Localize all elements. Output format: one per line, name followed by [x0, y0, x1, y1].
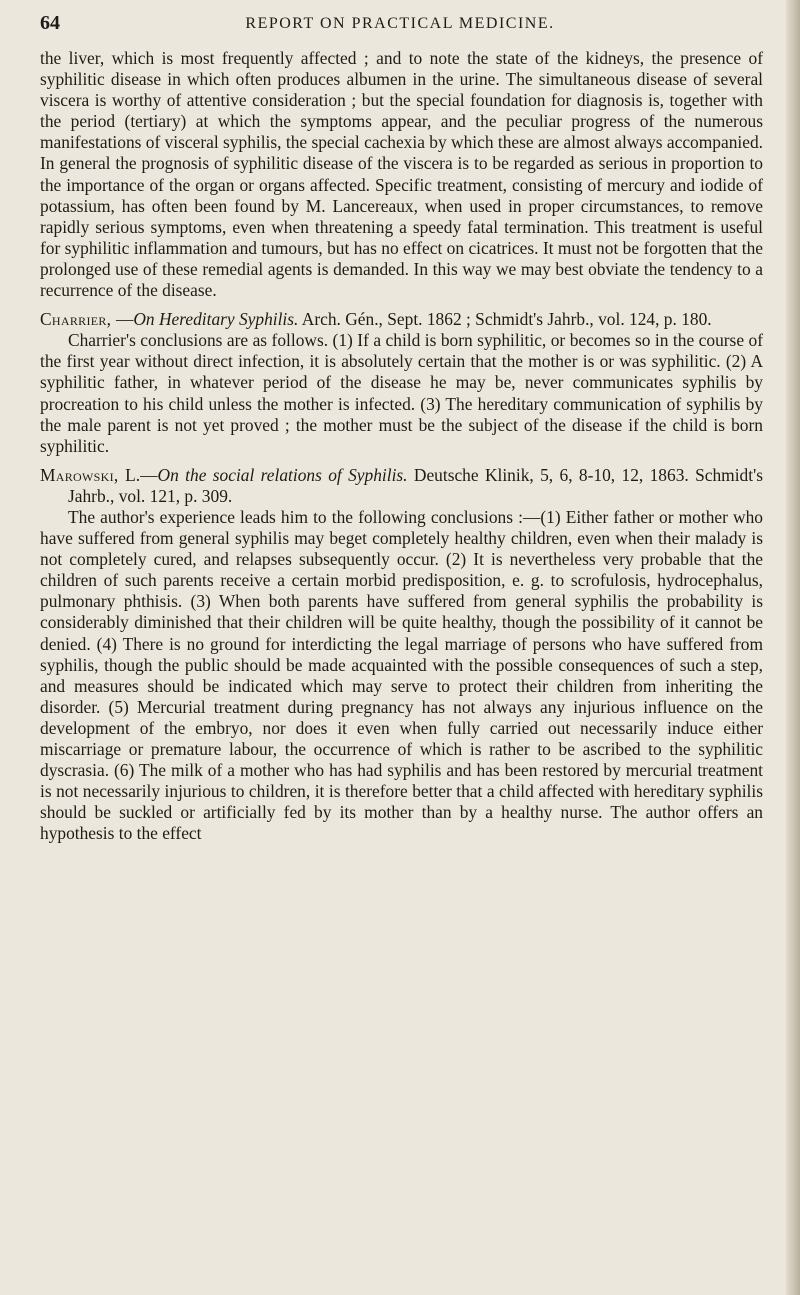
reference-citation: Deutsche Klinik, 5, 6, 8-10, 12, 1863. Schmidt's Jahrb., vol. 121, p. 309. — [68, 464, 763, 506]
reference-marowski: Marowski, L.—On the social relations of Syphilis. Deutsche Klinik, 5, 6, 8-10, 12, 1863. Schmidt's Jahrb., vol. 121, p. 309. — [40, 464, 763, 506]
reference-title: On the social relations of Syphilis. — [157, 464, 408, 485]
reference-charrier: Charrier, —On Hereditary Syphilis. Arch. Gén., Sept. 1862 ; Schmidt's Jahrb., vol. 124, p. 180. — [40, 309, 712, 330]
marowski-paragraph: The author's experience leads him to the following conclusions :—(1) Either father or mother who have suffered from general syphilis may beget completely healthy children, even when their malady is not completely cured, and relapses subsequently occur. (2) It is nevertheless very probable that the children of such parents receive a certain morbid predisposition, e. g. to scrofulosis, hydrocephalus, pulmonary phthisis. (3) When both parents have suffered from general syphilis the probability is considerably diminished that their children will be quite healthy, though the possibility of it cannot be denied. (4) There is no ground for interdicting the legal marriage of persons who have suffered from syphilis, though the public should be made acquainted with the possible consequences of such a step, and measures should be indicated which may serve to protect their children from inheriting the disorder. (5) Mercurial treatment during pregnancy has not always any injurious influence on the development of the embryo, nor does it even when fully carried out necessarily induce either miscarriage or premature labour, the occurrence of which is rather to be ascribed to the syphilitic dyscrasia. (6) The milk of a mother who has had syphilis and has been restored by mercurial treatment is not necessarily injurious to children, it is therefore better that a child affected with hereditary syphilis should be suckled or artificially fed by its mother than by a healthy nurse. The author offers an hypothesis to the effect — [40, 506, 763, 844]
page-edge-shadow — [786, 0, 800, 1295]
reference-author-initial: L. — [125, 464, 141, 485]
reference-author: Marowski, — [40, 464, 126, 485]
reference-citation: Arch. Gén., Sept. 1862 ; Schmidt's Jahrb., vol. 124, p. 180. — [298, 309, 712, 330]
running-title: REPORT ON PRACTICAL MEDICINE. — [245, 15, 555, 32]
reference-author: Charrier, — [40, 309, 116, 330]
charrier-paragraph: Charrier's conclusions are as follows. (1) If a child is born syphilitic, or becomes so in the course of the first year without direct infection, it is absolutely certain that the mother is or was syphilitic. (2) A syphilitic father, in whatever period of the disease he may be, never communicates syphilis by procreation to his child unless the mother is infected. (3) The hereditary communication of syphilis by the male parent is not yet proved ; the mother must be the subject of the disease if the child is born syphilitic. — [40, 330, 763, 456]
page-body — [40, 48, 763, 844]
reference-title: On Hereditary Syphilis. — [133, 309, 299, 330]
intro-paragraph: the liver, which is most frequently affected ; and to note the state of the kidneys, the presence of syphilitic disease in which often produces albumen in the urine. The simultaneous disease of several viscera is worthy of attentive consideration ; but the special foundation for diagnosis is, together with the period (tertiary) at which the symptoms appear, and the peculiar progress of the numerous manifestations of visceral syphilis, the special cachexia by which these are almost always accompanied. In general the prognosis of syphilitic disease of the viscera is to be regarded as serious in proportion to the importance of the organ or organs affected. Specific treatment, consisting of mercury and iodide of potassium, has often been found by M. Lancereaux, when used in proper circumstances, to remove rapidly serious symptoms, even when threatening a speedy fatal termination. This treatment is useful for syphilitic inflammation and tumours, but has no effect on cicatrices. It must not be forgotten that the prolonged use of these remedial agents is demanded. In this way we may best obviate the tendency to a recurrence of the disease. — [40, 48, 763, 301]
page-header — [40, 12, 760, 40]
page-number: 64 — [40, 12, 60, 34]
